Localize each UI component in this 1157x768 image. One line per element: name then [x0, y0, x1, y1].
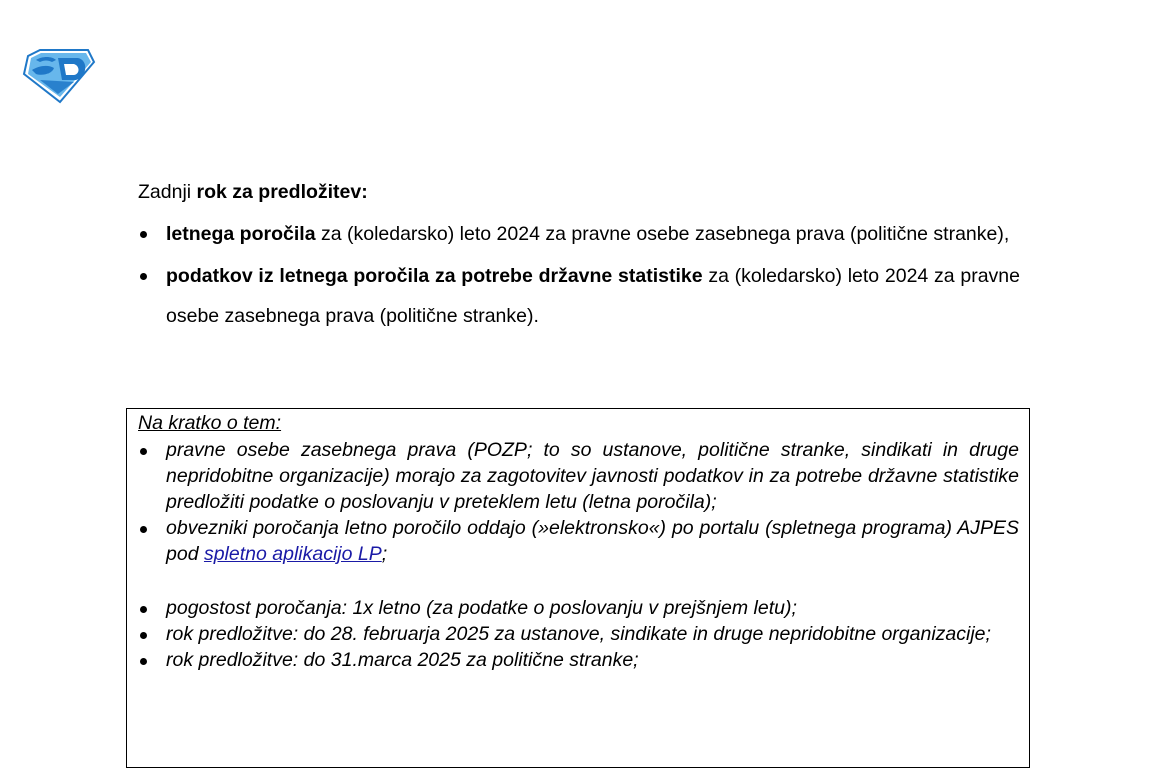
- lp-application-link[interactable]: spletno aplikacijo LP: [203, 543, 382, 565]
- summary-item: pogostost poročanja: 1x letno (za podatke o poslovanju v prejšnjem letu);: [138, 595, 1019, 621]
- summary-item-text: obvezniki poročanja letno poročilo oddajo (»elektronsko«) po portalu (spletnega programa) AJPES pod: [166, 517, 1019, 565]
- summary-item: rok predložitve: do 31.marca 2025 za politične stranke;: [138, 647, 1019, 673]
- deadline-item-bold: podatkov iz letnega poročila za potrebe državne statistike: [166, 265, 703, 287]
- summary-item-text-end: ;: [381, 543, 388, 565]
- deadline-heading-bold: rok za predložitev:: [196, 181, 368, 203]
- deadline-heading-plain: Zadnji: [138, 181, 197, 203]
- deadline-heading: [138, 178, 368, 206]
- deadline-item: [138, 256, 1020, 336]
- summary-item: [138, 515, 1019, 567]
- deadline-item-text: za (koledarsko) leto 2024 za pravne osebe zasebnega prava (politične stranke).: [166, 265, 1020, 327]
- summary-item: rok predložitve: do 28. februarja 2025 za ustanove, sindikate in druge nepridobitne organizacije;: [138, 621, 1019, 647]
- deadline-item: [138, 214, 1020, 254]
- summary-title: Na kratko o tem:: [138, 412, 282, 434]
- deadline-list: [138, 214, 1020, 338]
- deadline-item-text: za (koledarsko) leto 2024 za pravne osebe zasebnega prava (politične stranke),: [315, 223, 1010, 245]
- organization-logo: [22, 48, 96, 104]
- summary-list: [138, 437, 1019, 673]
- deadline-item-bold: letnega poročila: [166, 223, 316, 245]
- summary-box: [126, 408, 1030, 768]
- summary-item: pravne osebe zasebnega prava (POZP; to so ustanove, politične stranke, sindikati in druge nepridobitne organizacije) morajo za zagotovitev javnosti podatkov in za potrebe državne statistike predložiti podatke o poslovanju v preteklem letu (letna poročila);: [138, 437, 1019, 515]
